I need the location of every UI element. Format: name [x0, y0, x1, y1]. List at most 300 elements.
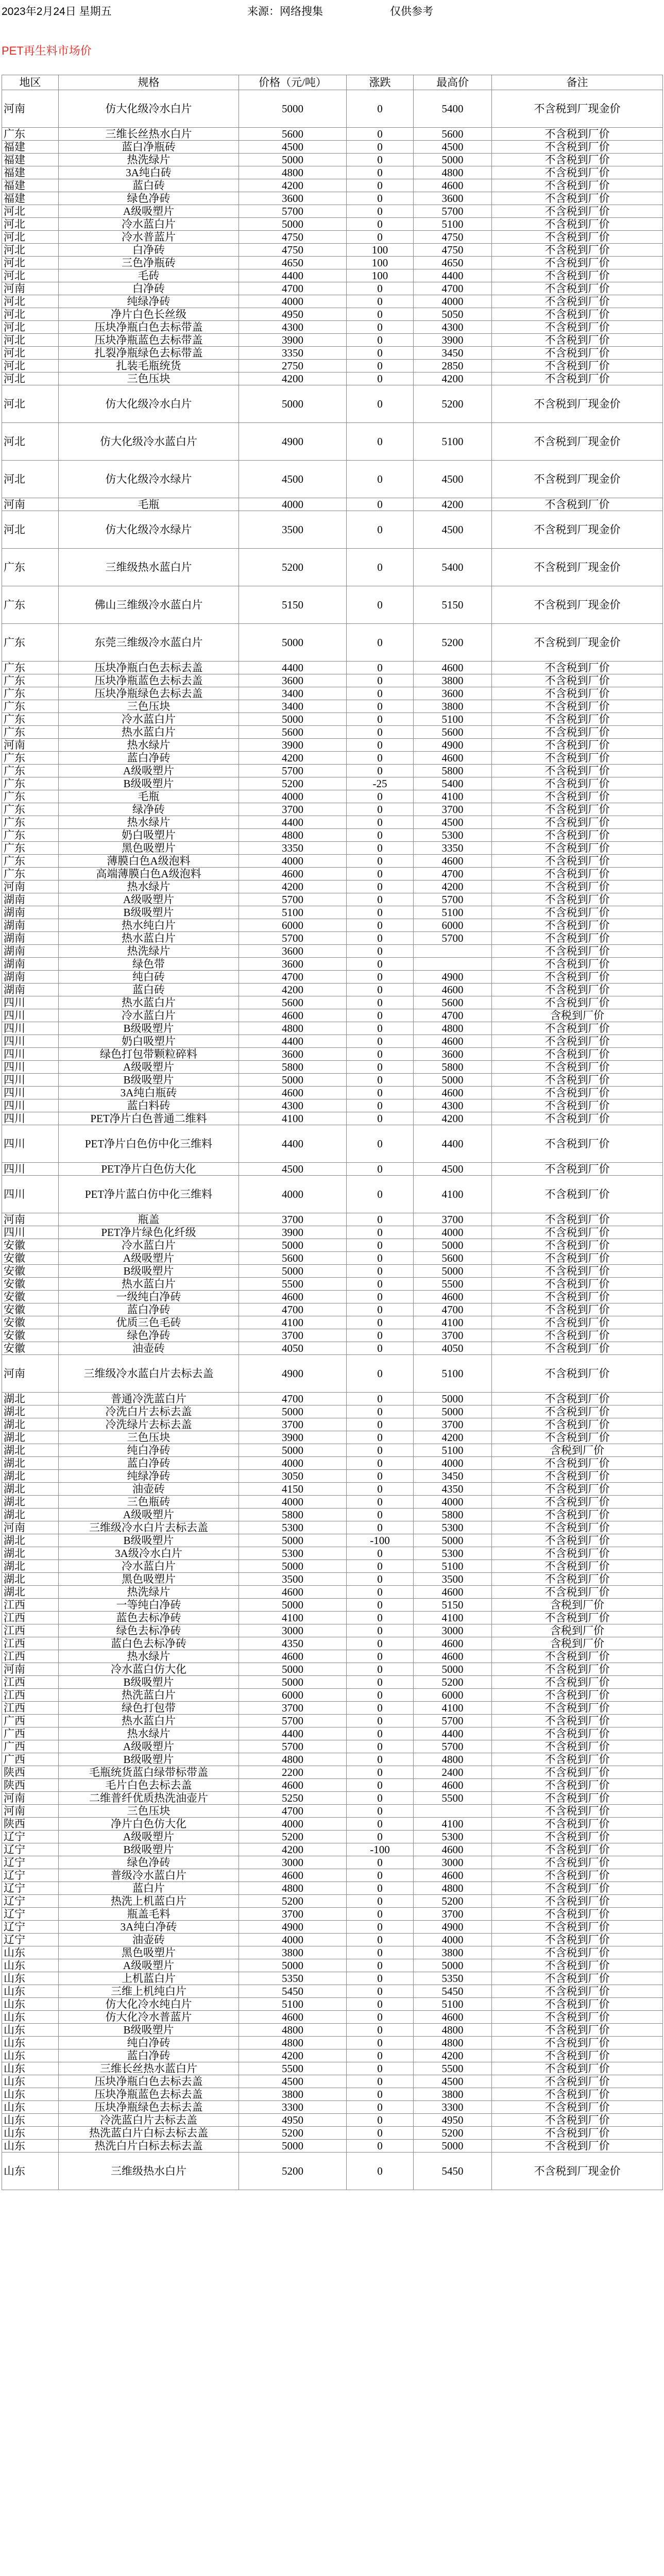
cell-remark: 不含税到厂价: [492, 218, 663, 231]
cell-spec: 冷水蓝白片: [59, 1009, 239, 1022]
table-row: [2, 2153, 663, 2190]
table-row: [2, 385, 663, 423]
cell-price: 5600: [239, 128, 347, 141]
table-row: [2, 880, 663, 893]
cell-price: 4600: [239, 1586, 347, 1599]
table-row: [2, 2049, 663, 2062]
cell-high: 5100: [414, 1998, 492, 2011]
cell-high: 5300: [414, 829, 492, 842]
cell-spec: 压块净瓶白色去标去盖: [59, 662, 239, 674]
cell-remark: 不含税到厂价: [492, 1663, 663, 1676]
table-row: [2, 1612, 663, 1624]
cell-change: 0: [347, 752, 414, 765]
cell-remark: 不含税到厂价: [492, 1087, 663, 1099]
cell-remark: 含税到厂价: [492, 1599, 663, 1612]
cell-spec: 压块净瓶蓝色去标带盖: [59, 334, 239, 347]
cell-price: 5000: [239, 1444, 347, 1457]
cell-high: 5600: [414, 996, 492, 1009]
table-row: [2, 192, 663, 205]
cell-remark: 不含税到厂现金价: [492, 423, 663, 461]
cell-price: 5000: [239, 1663, 347, 1676]
cell-remark: 不含税到厂现金价: [492, 461, 663, 498]
cell-spec: B级吸塑片: [59, 2024, 239, 2037]
cell-region: 河北: [2, 347, 59, 360]
cell-region: 山东: [2, 1959, 59, 1972]
cell-price: 4900: [239, 1355, 347, 1393]
cell-price: 5000: [239, 218, 347, 231]
cell-spec: 高端薄膜白色A级泡料: [59, 868, 239, 880]
table-row: [2, 713, 663, 726]
cell-change: -100: [347, 1534, 414, 1547]
cell-remark: 不含税到厂价: [492, 739, 663, 752]
table-row: [2, 1946, 663, 1959]
cell-region: 四川: [2, 1048, 59, 1061]
cell-price: 5200: [239, 2153, 347, 2190]
cell-spec: 二维普纤优质热洗油壶片: [59, 1792, 239, 1805]
cell-region: 湖北: [2, 1586, 59, 1599]
cell-change: 0: [347, 1856, 414, 1869]
cell-spec: 上机蓝白片: [59, 1972, 239, 1985]
cell-price: 4900: [239, 423, 347, 461]
cell-change: 0: [347, 282, 414, 295]
cell-change: 0: [347, 1457, 414, 1470]
cell-price: 3400: [239, 687, 347, 700]
cell-price: 5000: [239, 154, 347, 166]
cell-region: 四川: [2, 1112, 59, 1125]
cell-spec: 奶白吸塑片: [59, 829, 239, 842]
table-row: [2, 179, 663, 192]
cell-region: 山东: [2, 2088, 59, 2101]
cell-spec: 白净砖: [59, 282, 239, 295]
table-row: [2, 984, 663, 996]
cell-spec: 纯白砖: [59, 971, 239, 984]
cell-remark: 不含税到厂价: [492, 1496, 663, 1509]
table-row: [2, 2127, 663, 2140]
table-row: [2, 1573, 663, 1586]
cell-price: 4800: [239, 829, 347, 842]
cell-change: 0: [347, 790, 414, 803]
cell-change: 0: [347, 1099, 414, 1112]
cell-remark: 含税到厂价: [492, 1444, 663, 1457]
cell-region: 湖北: [2, 1470, 59, 1483]
cell-high: 5000: [414, 1239, 492, 1252]
cell-region: 广东: [2, 855, 59, 868]
cell-region: 湖南: [2, 958, 59, 971]
cell-price: 4000: [239, 1496, 347, 1509]
table-row: [2, 423, 663, 461]
table-row: [2, 1959, 663, 1972]
cell-spec: 纯绿净砖: [59, 295, 239, 308]
cell-region: 河南: [2, 1521, 59, 1534]
cell-change: 0: [347, 932, 414, 945]
cell-price: 5250: [239, 1792, 347, 1805]
cell-high: 5400: [414, 777, 492, 790]
cell-price: 5000: [239, 1239, 347, 1252]
cell-high: 4100: [414, 1316, 492, 1329]
cell-region: 湖北: [2, 1573, 59, 1586]
cell-spec: A级吸塑片: [59, 1740, 239, 1753]
cell-change: 100: [347, 269, 414, 282]
cell-region: 安徽: [2, 1252, 59, 1265]
cell-change: 0: [347, 1521, 414, 1534]
cell-region: 河北: [2, 295, 59, 308]
cell-spec: 冷水蓝白片: [59, 218, 239, 231]
cell-spec: 三色压块: [59, 372, 239, 385]
cell-region: 河北: [2, 334, 59, 347]
cell-change: 0: [347, 1547, 414, 1560]
cell-high: 5050: [414, 308, 492, 321]
cell-price: 6000: [239, 919, 347, 932]
cell-high: 5200: [414, 2127, 492, 2140]
cell-remark: 不含税到厂价: [492, 1176, 663, 1213]
cell-change: 0: [347, 1125, 414, 1163]
cell-high: 4800: [414, 2024, 492, 2037]
cell-change: 0: [347, 2140, 414, 2153]
cell-region: 广东: [2, 803, 59, 816]
cell-change: 0: [347, 1689, 414, 1702]
cell-remark: 不含税到厂价: [492, 1252, 663, 1265]
cell-change: 0: [347, 1573, 414, 1586]
cell-region: 河北: [2, 321, 59, 334]
cell-spec: 普级冷水蓝白片: [59, 1869, 239, 1882]
cell-change: 0: [347, 1239, 414, 1252]
cell-high: 5800: [414, 765, 492, 777]
cell-change: 0: [347, 1612, 414, 1624]
cell-region: 四川: [2, 1022, 59, 1035]
column-header-region: 地区: [2, 75, 59, 90]
cell-region: 辽宁: [2, 1934, 59, 1946]
table-row: [2, 461, 663, 498]
table-row: [2, 906, 663, 919]
cell-price: 4150: [239, 1483, 347, 1496]
cell-spec: 蓝白砖: [59, 984, 239, 996]
cell-price: 3700: [239, 1418, 347, 1431]
cell-price: 4700: [239, 971, 347, 984]
cell-remark: 不含税到厂价: [492, 1779, 663, 1792]
cell-price: 4400: [239, 816, 347, 829]
table-row: [2, 498, 663, 511]
table-row: [2, 1998, 663, 2011]
cell-high: 5000: [414, 2140, 492, 2153]
cell-spec: 压块净瓶白色去标去盖: [59, 2075, 239, 2088]
cell-high: 5400: [414, 90, 492, 128]
cell-price: 5600: [239, 1252, 347, 1265]
cell-spec: 三色压块: [59, 1431, 239, 1444]
cell-spec: 热水蓝白片: [59, 726, 239, 739]
cell-spec: 冷水蓝白片: [59, 713, 239, 726]
cell-region: 陕西: [2, 1779, 59, 1792]
cell-region: 广东: [2, 662, 59, 674]
cell-remark: 不含税到厂价: [492, 1125, 663, 1163]
cell-remark: 不含税到厂价: [492, 1061, 663, 1074]
table-row: [2, 752, 663, 765]
table-row: [2, 511, 663, 549]
cell-high: 4600: [414, 179, 492, 192]
cell-change: 0: [347, 919, 414, 932]
cell-high: 4750: [414, 231, 492, 244]
cell-remark: 不含税到厂价: [492, 880, 663, 893]
cell-change: 0: [347, 868, 414, 880]
cell-high: 5700: [414, 1740, 492, 1753]
cell-price: 4700: [239, 1393, 347, 1405]
cell-spec: 热水蓝白片: [59, 996, 239, 1009]
cell-high: 3700: [414, 1908, 492, 1921]
cell-price: 5700: [239, 205, 347, 218]
cell-region: 辽宁: [2, 1882, 59, 1895]
page-header: [0, 0, 664, 21]
table-row: [2, 1843, 663, 1856]
table-row: [2, 2140, 663, 2153]
cell-remark: 不含税到厂价: [492, 1934, 663, 1946]
cell-change: 0: [347, 1176, 414, 1213]
cell-region: 湖北: [2, 1483, 59, 1496]
cell-change: 0: [347, 624, 414, 662]
cell-remark: 含税到厂价: [492, 1624, 663, 1637]
cell-region: 湖北: [2, 1534, 59, 1547]
cell-price: 5000: [239, 624, 347, 662]
table-row: [2, 765, 663, 777]
cell-region: 湖南: [2, 932, 59, 945]
cell-change: 0: [347, 1753, 414, 1766]
cell-price: 4800: [239, 1022, 347, 1035]
cell-region: 广西: [2, 1727, 59, 1740]
cell-spec: 热洗绿片: [59, 945, 239, 958]
cell-region: 河南: [2, 880, 59, 893]
cell-change: 0: [347, 1035, 414, 1048]
cell-price: 4950: [239, 2114, 347, 2127]
cell-remark: 不含税到厂价: [492, 842, 663, 855]
cell-spec: 绿色净砖: [59, 192, 239, 205]
cell-remark: 不含税到厂价: [492, 816, 663, 829]
cell-spec: 仿大化级冷水绿片: [59, 461, 239, 498]
table-row: [2, 1934, 663, 1946]
cell-spec: 蓝白色去标净砖: [59, 1637, 239, 1650]
cell-region: 四川: [2, 1099, 59, 1112]
cell-remark: 不含税到厂价: [492, 1418, 663, 1431]
cell-remark: 不含税到厂价: [492, 498, 663, 511]
table-row: [2, 1856, 663, 1869]
column-header-remark: 备注: [492, 75, 663, 90]
cell-change: 0: [347, 1637, 414, 1650]
cell-region: 四川: [2, 1163, 59, 1176]
cell-change: 100: [347, 257, 414, 269]
cell-region: 四川: [2, 1074, 59, 1087]
cell-remark: 不含税到厂价: [492, 1329, 663, 1342]
cell-high: 4000: [414, 295, 492, 308]
cell-remark: 不含税到厂价: [492, 1766, 663, 1779]
cell-spec: 冷水蓝白片: [59, 1560, 239, 1573]
cell-remark: 不含税到厂价: [492, 360, 663, 372]
cell-region: 湖南: [2, 945, 59, 958]
cell-region: 山东: [2, 2024, 59, 2037]
cell-price: 5300: [239, 1547, 347, 1560]
cell-remark: 不含税到厂价: [492, 1405, 663, 1418]
cell-spec: 仿大化级冷水白片: [59, 90, 239, 128]
cell-price: 4700: [239, 1303, 347, 1316]
cell-remark: 不含税到厂价: [492, 1676, 663, 1689]
cell-spec: 净片白色仿大化: [59, 1818, 239, 1831]
cell-remark: 不含税到厂现金价: [492, 385, 663, 423]
cell-price: 4500: [239, 2075, 347, 2088]
cell-remark: 不含税到厂价: [492, 2037, 663, 2049]
cell-remark: 不含税到厂价: [492, 154, 663, 166]
cell-region: 四川: [2, 1035, 59, 1048]
cell-spec: 绿色带: [59, 958, 239, 971]
cell-region: 山东: [2, 2127, 59, 2140]
cell-price: 3000: [239, 1624, 347, 1637]
cell-spec: 3A纯白瓶砖: [59, 1087, 239, 1099]
table-row: [2, 1586, 663, 1599]
cell-price: 5200: [239, 777, 347, 790]
cell-high: 5000: [414, 1663, 492, 1676]
cell-high: 5000: [414, 1265, 492, 1278]
cell-price: 3600: [239, 958, 347, 971]
cell-price: 5600: [239, 726, 347, 739]
cell-high: 4300: [414, 321, 492, 334]
table-row: [2, 154, 663, 166]
table-row: [2, 700, 663, 713]
cell-remark: 不含税到厂价: [492, 868, 663, 880]
cell-spec: 薄膜白色A级泡料: [59, 855, 239, 868]
cell-spec: 绿色净砖: [59, 1856, 239, 1869]
cell-change: 0: [347, 700, 414, 713]
cell-spec: 纯白净砖: [59, 1444, 239, 1457]
cell-price: 5700: [239, 765, 347, 777]
cell-price: 4500: [239, 1163, 347, 1176]
table-row: [2, 1470, 663, 1483]
table-row: [2, 1074, 663, 1087]
cell-price: 4800: [239, 2037, 347, 2049]
cell-spec: 蓝白砖: [59, 179, 239, 192]
cell-price: 4500: [239, 461, 347, 498]
cell-change: 0: [347, 308, 414, 321]
cell-remark: 不含税到厂价: [492, 803, 663, 816]
cell-change: 0: [347, 1779, 414, 1792]
cell-price: 3050: [239, 1470, 347, 1483]
table-row: [2, 790, 663, 803]
cell-region: 四川: [2, 1061, 59, 1074]
cell-price: 3400: [239, 700, 347, 713]
cell-high: 5450: [414, 1985, 492, 1998]
table-row: [2, 1355, 663, 1393]
cell-change: 0: [347, 1444, 414, 1457]
table-row: [2, 777, 663, 790]
cell-high: 5100: [414, 906, 492, 919]
cell-high: 4200: [414, 372, 492, 385]
cell-remark: 不含税到厂价: [492, 128, 663, 141]
cell-change: 0: [347, 141, 414, 154]
cell-price: 4800: [239, 2024, 347, 2037]
cell-spec: 普通冷洗蓝白片: [59, 1393, 239, 1405]
cell-price: 5600: [239, 996, 347, 1009]
cell-high: 6000: [414, 1689, 492, 1702]
cell-change: 0: [347, 2037, 414, 2049]
cell-spec: 热洗蓝白片: [59, 1689, 239, 1702]
cell-spec: 蓝白片: [59, 1882, 239, 1895]
cell-high: 3450: [414, 1470, 492, 1483]
cell-change: 0: [347, 816, 414, 829]
cell-remark: 不含税到厂价: [492, 726, 663, 739]
cell-change: 0: [347, 1405, 414, 1418]
table-row: [2, 674, 663, 687]
cell-high: 3700: [414, 1213, 492, 1226]
table-row: [2, 257, 663, 269]
cell-spec: 一等纯白净砖: [59, 1599, 239, 1612]
cell-high: 4600: [414, 1650, 492, 1663]
cell-region: 安徽: [2, 1316, 59, 1329]
cell-region: 河南: [2, 739, 59, 752]
cell-change: 0: [347, 1342, 414, 1355]
cell-remark: 不含税到厂价: [492, 1908, 663, 1921]
table-row: [2, 739, 663, 752]
cell-change: 0: [347, 295, 414, 308]
cell-high: 4800: [414, 166, 492, 179]
cell-change: 0: [347, 1895, 414, 1908]
cell-change: 0: [347, 2088, 414, 2101]
cell-region: 山东: [2, 2049, 59, 2062]
cell-high: 3350: [414, 842, 492, 855]
cell-price: 3600: [239, 192, 347, 205]
cell-change: 0: [347, 726, 414, 739]
table-row: [2, 1534, 663, 1547]
cell-spec: 冷洗绿片去标去盖: [59, 1418, 239, 1431]
cell-price: 5800: [239, 1509, 347, 1521]
table-row: [2, 1509, 663, 1521]
cell-remark: 不含税到厂价: [492, 1560, 663, 1573]
cell-spec: 三色瓶砖: [59, 1496, 239, 1509]
cell-change: 0: [347, 1265, 414, 1278]
cell-remark: 不含税到厂价: [492, 893, 663, 906]
cell-price: 4000: [239, 1818, 347, 1831]
cell-price: 3900: [239, 334, 347, 347]
cell-region: 广西: [2, 1740, 59, 1753]
cell-spec: 黑色吸塑片: [59, 1946, 239, 1959]
cell-high: 4100: [414, 790, 492, 803]
cell-remark: 不含税到厂价: [492, 829, 663, 842]
cell-high: [414, 958, 492, 971]
table-row: [2, 1831, 663, 1843]
cell-spec: 热水绿片: [59, 1650, 239, 1663]
cell-high: 5200: [414, 385, 492, 423]
cell-spec: A级吸塑片: [59, 1509, 239, 1521]
table-row: [2, 1650, 663, 1663]
cell-change: 0: [347, 1418, 414, 1431]
cell-region: 江西: [2, 1637, 59, 1650]
cell-change: 0: [347, 128, 414, 141]
cell-remark: 不含税到厂价: [492, 2062, 663, 2075]
cell-high: 4950: [414, 2114, 492, 2127]
cell-price: 4200: [239, 752, 347, 765]
cell-region: 山东: [2, 1972, 59, 1985]
cell-high: 5200: [414, 1895, 492, 1908]
cell-change: 0: [347, 1985, 414, 1998]
cell-region: 河南: [2, 282, 59, 295]
cell-region: 安徽: [2, 1342, 59, 1355]
cell-region: 广东: [2, 700, 59, 713]
cell-spec: 热水蓝白片: [59, 1715, 239, 1727]
cell-remark: 不含税到厂价: [492, 1843, 663, 1856]
cell-region: 广东: [2, 726, 59, 739]
cell-spec: 冷洗白片去标去盖: [59, 1405, 239, 1418]
cell-high: 4200: [414, 880, 492, 893]
cell-high: 4100: [414, 1818, 492, 1831]
cell-price: 3900: [239, 739, 347, 752]
cell-remark: 不含税到厂价: [492, 777, 663, 790]
cell-remark: 不含税到厂价: [492, 2088, 663, 2101]
cell-high: 4500: [414, 141, 492, 154]
cell-price: 4000: [239, 855, 347, 868]
table-row: [2, 128, 663, 141]
